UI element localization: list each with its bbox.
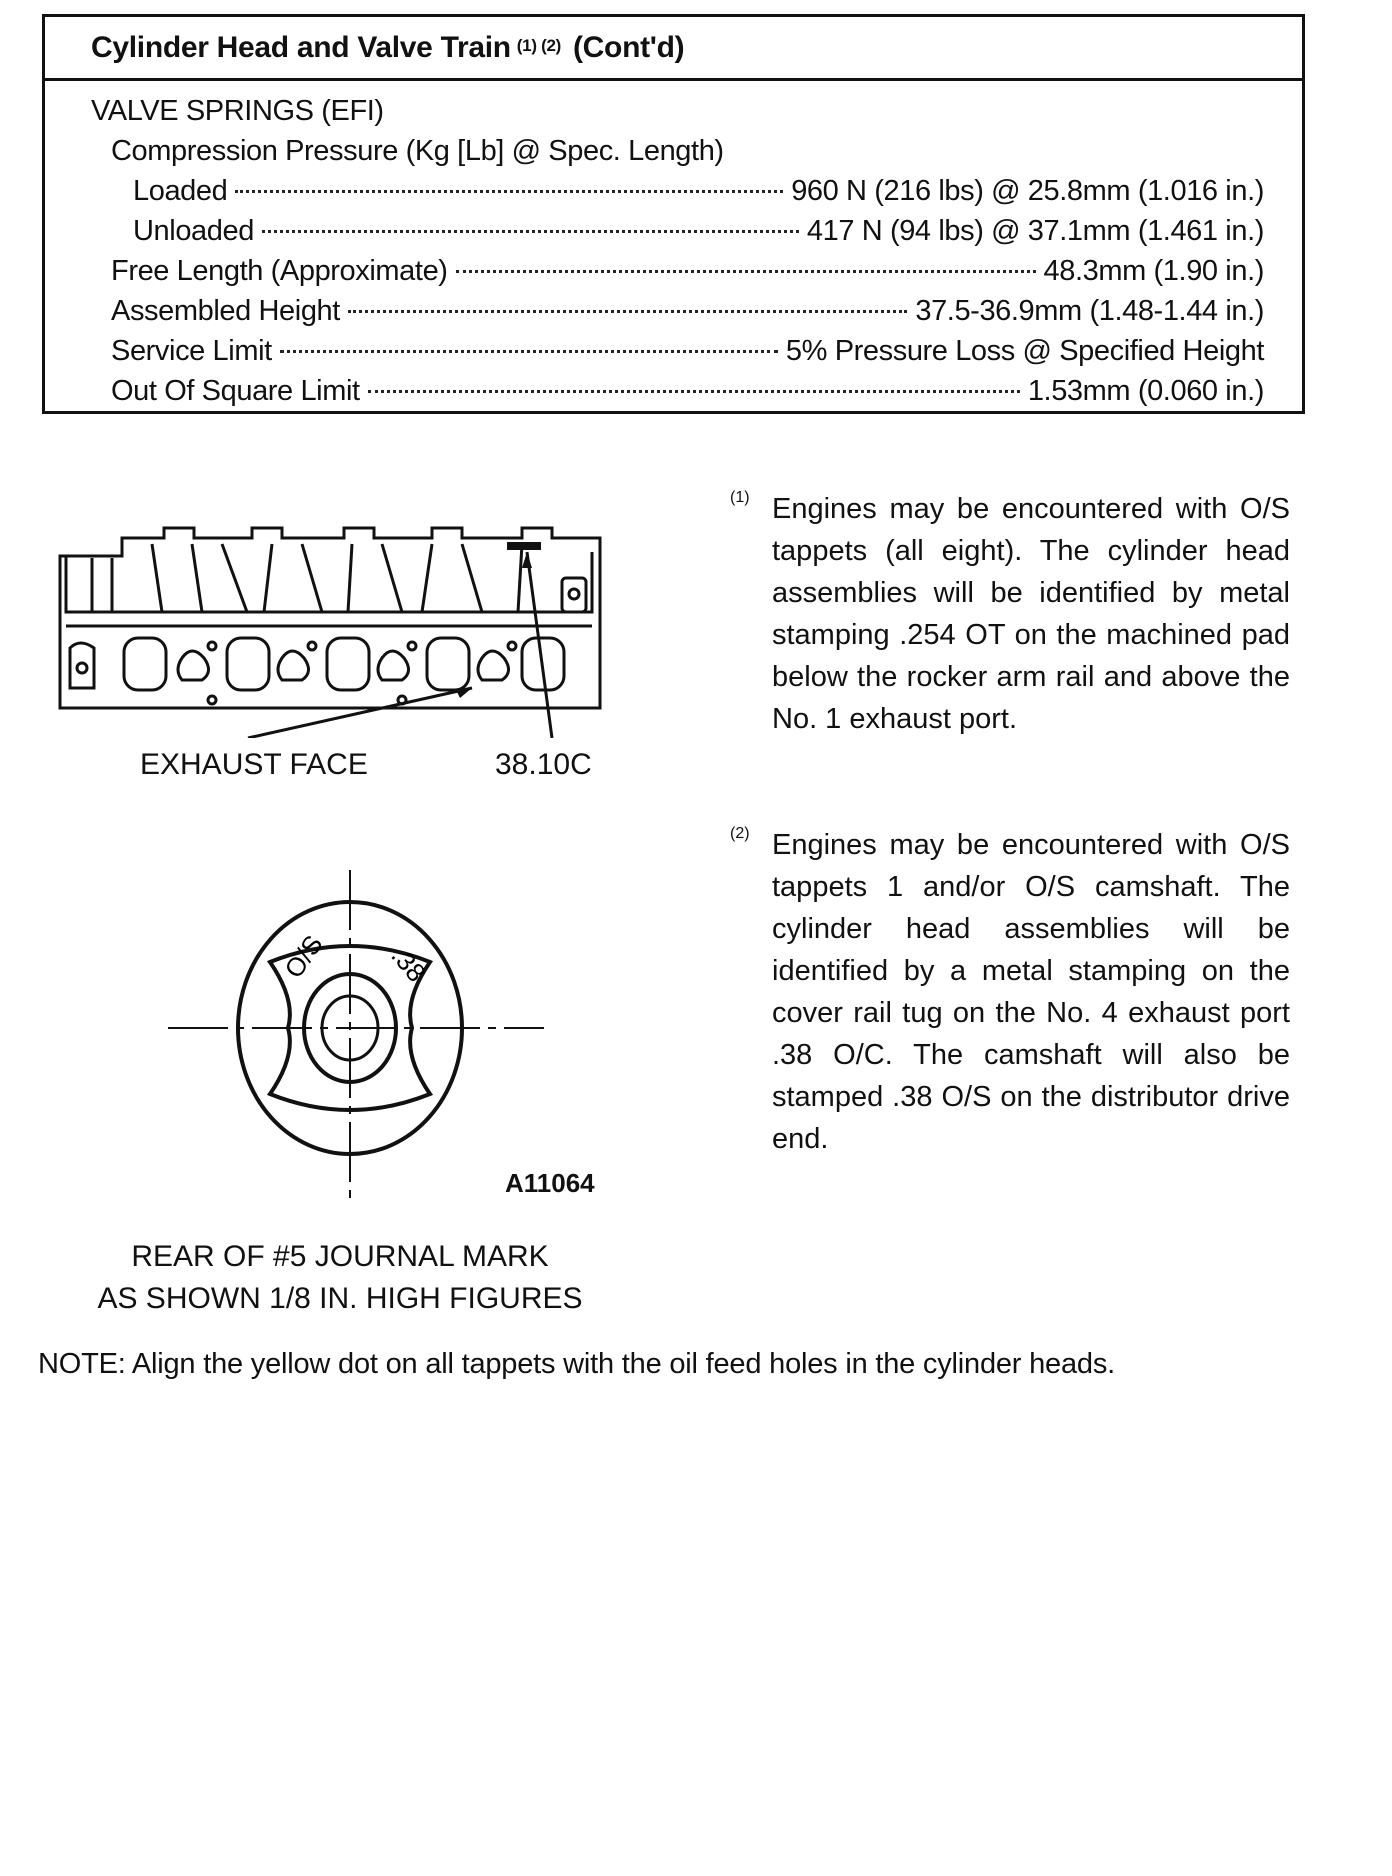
spec-label: Service Limit [111, 335, 272, 367]
spec-label: Assembled Height [111, 295, 340, 327]
spec-label: Unloaded [133, 215, 254, 247]
spec-table [42, 14, 1305, 414]
spec-label: Loaded [133, 175, 228, 207]
footnote-2 [730, 824, 1290, 1160]
table-title-suffix: (Cont'd) [572, 30, 685, 64]
section-title: VALVE SPRINGS (EFI) [91, 95, 384, 127]
leader-dots [348, 310, 907, 313]
leader-dots [368, 390, 1020, 393]
spec-body [45, 81, 1302, 411]
spec-value: 37.5-36.9mm (1.48-1.44 in.) [915, 295, 1264, 327]
subsection-title: Compression Pressure (Kg [Lb] @ Spec. Length) [111, 135, 724, 167]
stamp-os-text: O/S [278, 929, 329, 984]
table-title: Cylinder Head and Valve Train [91, 30, 511, 64]
spec-row-service-limit [45, 331, 1302, 371]
table-header [45, 17, 1302, 81]
footnote-refs: (1) (2) [516, 35, 561, 55]
stamp-38-text: .38 [385, 940, 432, 988]
stamp-code-label: 38.10C [495, 748, 592, 781]
exhaust-face-label: EXHAUST FACE [140, 748, 368, 781]
footnote-1 [730, 488, 1290, 740]
spec-label: Out Of Square Limit [111, 375, 360, 407]
footnote-text: Engines may be encountered with O/S tappets (all eight). The cylinder head assemblies will be identified by metal stamping .254 OT on the machined pad below the rocker arm rail and above the No. 1 exhaust port. [772, 493, 1290, 735]
spec-value: 48.3mm (1.90 in.) [1043, 255, 1264, 287]
journal-caption-line2: AS SHOWN 1/8 IN. HIGH FIGURES [97, 1282, 583, 1315]
spec-label: Free Length (Approximate) [111, 255, 448, 287]
spec-row-loaded [45, 171, 1302, 211]
leader-dots [235, 190, 783, 193]
spec-row-out-of-square [45, 371, 1302, 411]
journal-caption [60, 1236, 620, 1320]
leader-dots [456, 270, 1036, 273]
leader-dots [262, 230, 799, 233]
spec-row-free-length [45, 251, 1302, 291]
footnote-marker: (1) [730, 489, 750, 506]
spec-row-assembled-height [45, 291, 1302, 331]
journal-mark-diagram [168, 870, 548, 1210]
leader-dots [280, 350, 778, 353]
footnote-marker: (2) [730, 825, 750, 842]
spec-value: 960 N (216 lbs) @ 25.8mm (1.016 in.) [791, 175, 1264, 207]
spec-value: 5% Pressure Loss @ Specified Height [785, 335, 1264, 367]
note-text: NOTE: Align the yellow dot on all tappets with the oil feed holes in the cylinder heads. [38, 1348, 1115, 1380]
footnote-text: Engines may be encountered with O/S tappets 1 and/or O/S camshaft. The cylinder head assemblies will be identified by a metal stamping on the cover rail tug on the No. 4 exhaust port .38 O/C. The camshaft will also be stamped .38 O/S on the distributor drive end. [772, 829, 1290, 1155]
spec-value: 1.53mm (0.060 in.) [1027, 375, 1264, 407]
spec-row-unloaded [45, 211, 1302, 251]
journal-caption-line1: REAR OF #5 JOURNAL MARK [131, 1240, 549, 1273]
spec-value: 417 N (94 lbs) @ 37.1mm (1.461 in.) [806, 215, 1264, 247]
figure-id: A11064 [505, 1168, 595, 1198]
cylinder-head-diagram [52, 508, 632, 738]
